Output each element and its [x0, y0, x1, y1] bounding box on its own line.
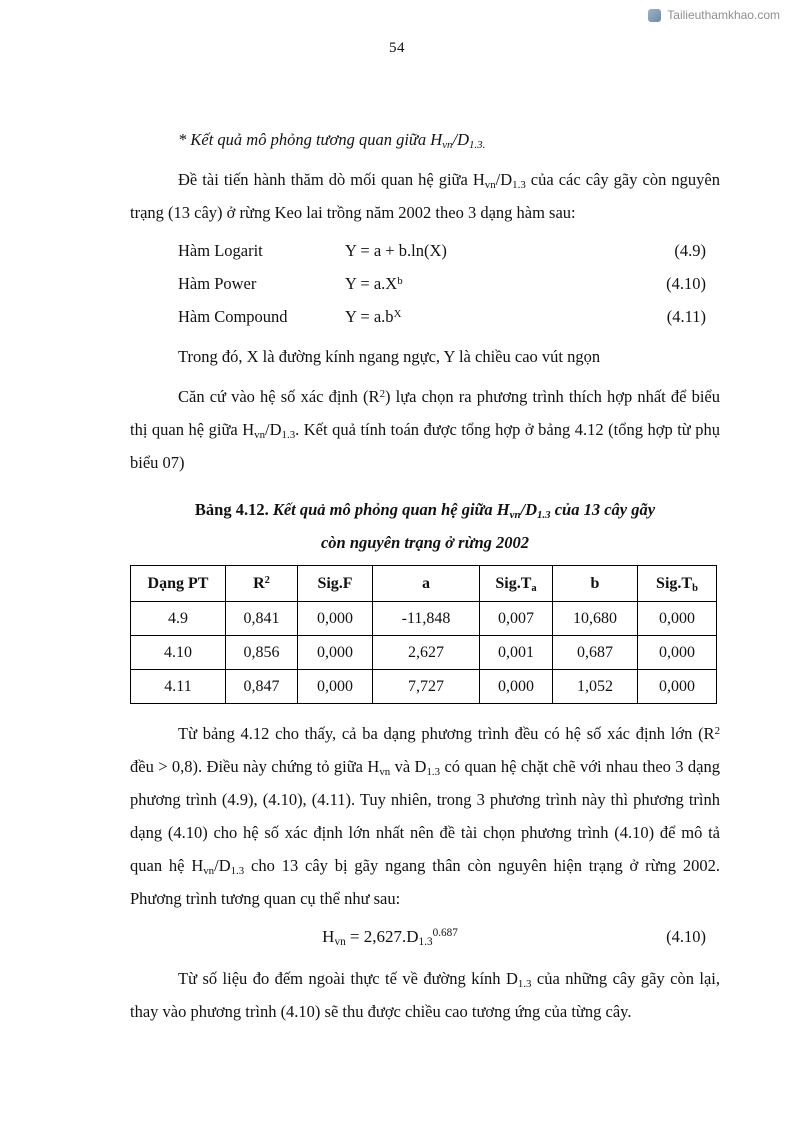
equation-formula: $Y = a.b^X$: [345, 307, 402, 326]
table-cell: 0,000: [638, 670, 717, 704]
main-equation-number: (4.10): [666, 927, 706, 946]
table-cell: 0,000: [638, 602, 717, 636]
results-table: [130, 565, 717, 704]
caption-line-2: còn nguyên trạng ở rừng 2002: [320, 533, 530, 552]
variables-note: Trong đó, X là đường kính ngang ngực, Y là chiều cao vút ngọn: [178, 347, 601, 366]
main-equation: $H_{vn} = 2,627.D_{1.3}^{0.687}$: [322, 927, 458, 949]
header-sig-ta: $Sig.T_a$: [480, 566, 553, 602]
equation-formula: $Y = a.X^b$: [345, 274, 403, 293]
equation-name: Hàm Compound: [178, 307, 288, 326]
table-cell: 0,000: [480, 670, 553, 704]
watermark: [648, 8, 780, 22]
header-dang-pt: Dạng PT: [131, 566, 226, 602]
document-content: [130, 123, 720, 1028]
table-row: [131, 636, 717, 670]
table-cell: 0,001: [480, 636, 553, 670]
caption-title: Kết quả mô phỏng quan hệ giữa $H_{vn}/D_{1.3}$ của 13 cây gãy: [268, 500, 656, 522]
equation-list: [178, 234, 720, 333]
table-cell: 0,000: [298, 636, 373, 670]
table-cell: 0,687: [553, 636, 638, 670]
equation-number: (4.9): [674, 241, 706, 260]
page-number: 54: [389, 40, 405, 56]
table-header-row: [131, 566, 717, 602]
table-cell: 0,000: [298, 670, 373, 704]
table-cell: 4.10: [131, 636, 226, 670]
table-row: [131, 670, 717, 704]
equation-number: (4.10): [666, 274, 706, 293]
paragraph-intro: Đề tài tiến hành thăm dò mối quan hệ giữa $H_{vn}/D_{1.3}$ của các cây gãy còn nguyên trạng (13 cây) ở rừng Keo lai trồng năm 2002 theo 3 dạng hàm sau:: [130, 170, 720, 222]
table-cell: 0,841: [226, 602, 298, 636]
equation-formula: Y = a + b.ln(X): [345, 241, 447, 260]
equation-number: (4.11): [666, 307, 706, 326]
header-b: b: [553, 566, 638, 602]
header-sig-tb: $Sig.T_b$: [638, 566, 717, 602]
watermark-text: Tailieuthamkhao.com: [667, 8, 780, 22]
table-cell: 0,007: [480, 602, 553, 636]
table-cell: 0,856: [226, 636, 298, 670]
equation-row-compound: [178, 300, 720, 333]
table-cell: 0,847: [226, 670, 298, 704]
table-cell: 7,727: [373, 670, 480, 704]
equation-row-power: [178, 267, 720, 300]
equation-name: Hàm Power: [178, 274, 257, 293]
paragraph-discussion: Từ bảng 4.12 cho thấy, cả ba dạng phương trình đều có hệ số xác định lớn ($R^2$ đều > 0,8). Điều này chứng tỏ giữa $H_{vn}$ và $D_{1.3}$ có quan hệ chặt chẽ với nhau theo 3 dạng phương trình (4.9), (4.10), (4.11). Tuy nhiên, trong 3 phương trình này thì phương trình dạng (4.10) cho hệ số xác định lớn nhất nên đề tài chọn phương trình (4.10) để mô tả quan hệ $H_{vn}/D_{1.3}$ cho 13 cây bị gãy ngang thân còn nguyên hiện trạng ở rừng 2002. Phương trình tương quan cụ thể như sau:: [130, 724, 721, 908]
table-cell: 1,052: [553, 670, 638, 704]
table-caption: [130, 493, 720, 559]
header-sig-f: Sig.F: [298, 566, 373, 602]
caption-line-1: [130, 493, 720, 526]
table-cell: 0,000: [638, 636, 717, 670]
table-cell: 2,627: [373, 636, 480, 670]
caption-label: Bảng 4.12.: [194, 500, 269, 519]
table-cell: 4.9: [131, 602, 226, 636]
section-heading: * Kết quả mô phỏng tương quan giữa $H_{vn}/D_{1.3.}$: [178, 130, 486, 152]
main-equation-row: [130, 920, 720, 953]
table-cell: 4.11: [131, 670, 226, 704]
table-cell: -11,848: [373, 602, 480, 636]
table-cell: 0,000: [298, 602, 373, 636]
table-row: [131, 602, 717, 636]
equation-name: Hàm Logarit: [178, 241, 263, 260]
paragraph-final: Từ số liệu đo đếm ngoài thực tế về đường kính $D_{1.3}$ của những cây gãy còn lại, thay vào phương trình (4.10) sẽ thu được chiều cao tương ứng của từng cây.: [130, 969, 720, 1021]
paragraph-method: Căn cứ vào hệ số xác định $(R^2)$ lựa chọn ra phương trình thích hợp nhất để biểu thị quan hệ giữa $H_{vn}/D_{1.3}$. Kết quả tính toán được tổng hợp ở bảng 4.12 (tổng hợp từ phụ biểu 07): [130, 387, 720, 472]
header-a: a: [373, 566, 480, 602]
watermark-icon: [648, 9, 661, 22]
equation-row-logarit: [178, 234, 720, 267]
table-cell: 10,680: [553, 602, 638, 636]
header-r2: $R^2$: [226, 566, 298, 602]
